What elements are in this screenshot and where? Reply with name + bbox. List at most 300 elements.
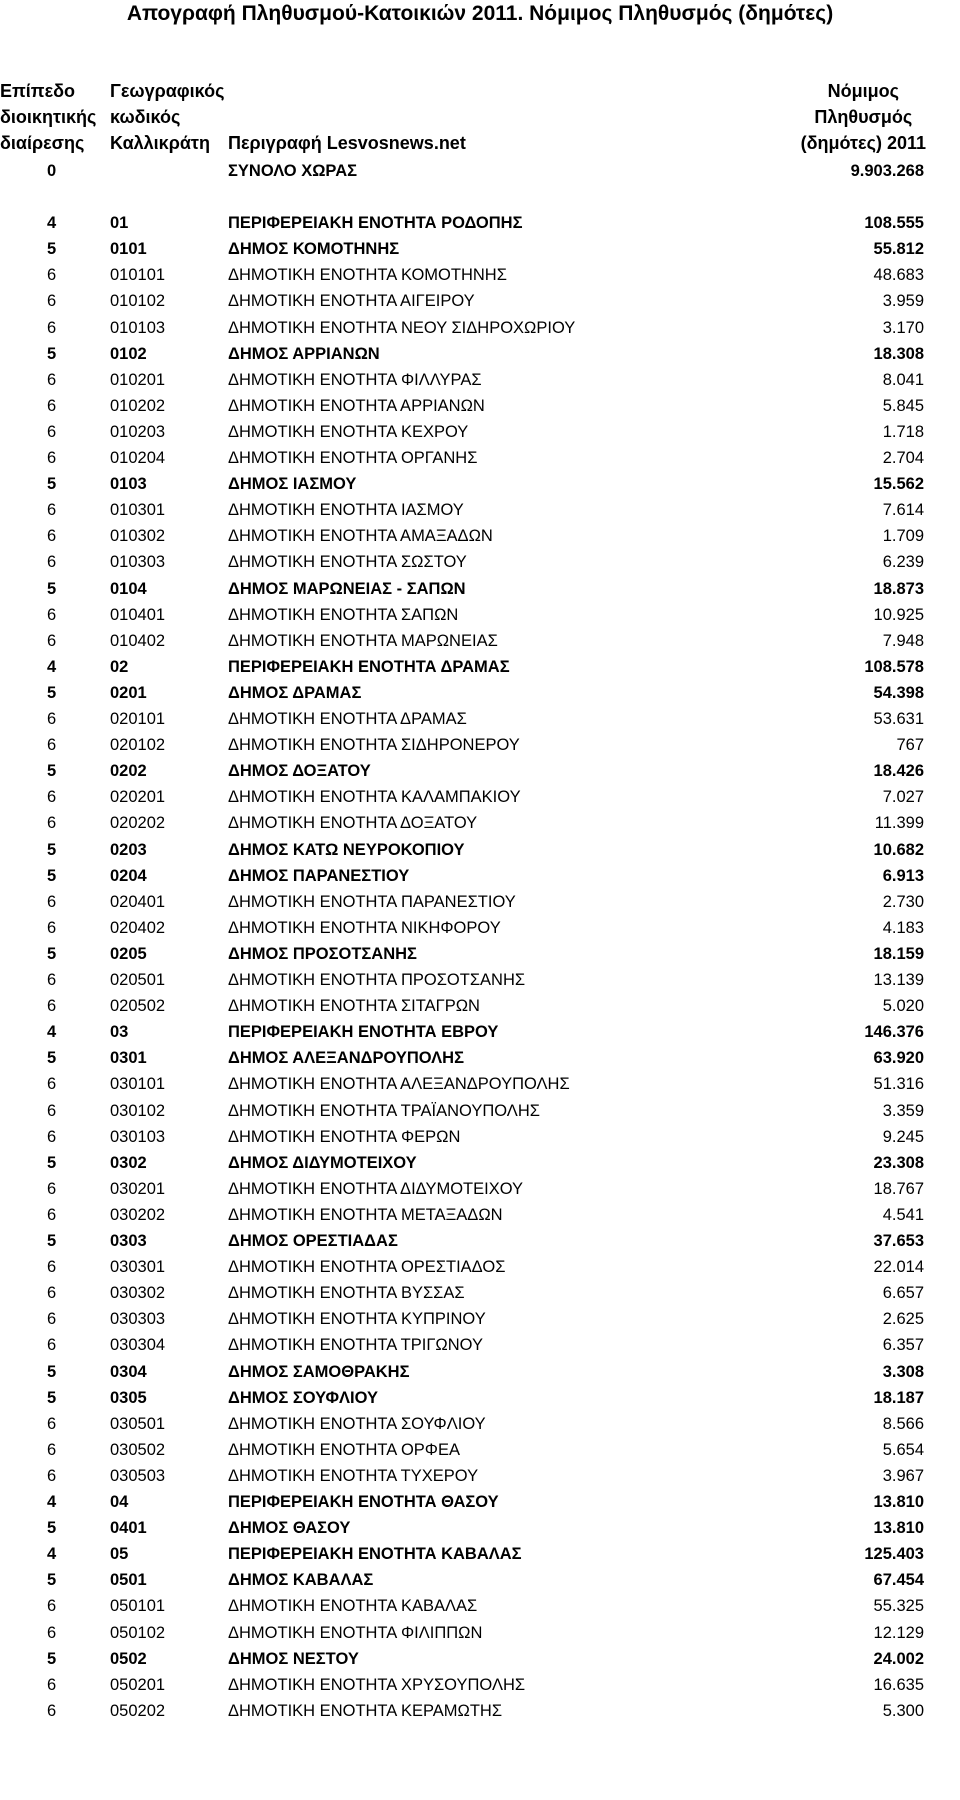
cell-level: 6 [47, 710, 57, 728]
header-population [801, 78, 926, 156]
cell-code: 0104 [110, 579, 147, 598]
cell-level: 6 [47, 292, 57, 311]
cell-description: ΠΕΡΙΦΕΡΕΙΑΚΗ ΕΝΟΤΗΤΑ ΡΟΔΟΠΗΣ [228, 214, 523, 233]
table-row [0, 1019, 960, 1045]
cell-code: 030501 [110, 1414, 166, 1433]
cell-description: ΠΕΡΙΦΕΡΕΙΑΚΗ ΕΝΟΤΗΤΑ ΕΒΡΟΥ [228, 1023, 499, 1042]
cell-description: ΔΗΜΟΣ ΠΑΡΑΝΕΣΤΙΟΥ [228, 866, 410, 885]
cell-description: ΔΗΜΟΤΙΚΗ ΕΝΟΤΗΤΑ ΝΕΟΥ ΣΙΔΗΡΟΧΩΡΙΟΥ [228, 318, 576, 337]
cell-code: 010303 [110, 553, 166, 572]
cell-description: ΔΗΜΟΤΙΚΗ ΕΝΟΤΗΤΑ ΔΟΞΑΤΟΥ [228, 814, 478, 833]
cell-description: ΔΗΜΟΣ ΔΙΔΥΜΟΤΕΙΧΟΥ [228, 1153, 417, 1172]
cell-description: ΔΗΜΟΤΙΚΗ ΕΝΟΤΗΤΑ ΔΡΑΜΑΣ [228, 710, 467, 728]
cell-level: 4 [47, 1493, 57, 1511]
table-row [0, 1646, 960, 1672]
cell-population: 37.653 [873, 1232, 924, 1250]
table-row [0, 810, 960, 836]
cell-population: 108.578 [864, 657, 924, 676]
table-row [0, 732, 960, 758]
cell-population: 4.183 [882, 918, 924, 937]
table-row [0, 1463, 960, 1489]
cell-level: 6 [47, 553, 57, 572]
header-level-line: Επίπεδο [0, 81, 76, 101]
cell-level: 6 [47, 1205, 57, 1224]
cell-population: 18.308 [873, 344, 924, 363]
cell-level: 5 [47, 840, 57, 859]
cell-description: ΠΕΡΙΦΕΡΕΙΑΚΗ ΕΝΟΤΗΤΑ ΚΑΒΑΛΑΣ [228, 1545, 522, 1564]
cell-level: 5 [47, 1153, 57, 1172]
cell-description: ΔΗΜΟΣ ΑΡΡΙΑΝΩΝ [228, 344, 380, 363]
cell-code: 020501 [110, 971, 166, 989]
cell-code: 030304 [110, 1336, 166, 1355]
cell-description: ΔΗΜΟΣ ΘΑΣΟΥ [228, 1519, 351, 1538]
cell-population: 9.903.268 [850, 162, 924, 180]
table-row [0, 628, 960, 654]
cell-level: 6 [47, 318, 57, 337]
cell-population: 10.925 [873, 605, 924, 624]
cell-level: 6 [47, 370, 57, 389]
cell-level: 4 [47, 214, 57, 233]
cell-population: 5.300 [882, 1701, 924, 1720]
cell-description: ΔΗΜΟΤΙΚΗ ΕΝΟΤΗΤΑ ΦΕΡΩΝ [228, 1127, 461, 1146]
cell-description: ΔΗΜΟΤΙΚΗ ΕΝΟΤΗΤΑ ΑΛΕΞΑΝΔΡΟΥΠΟΛΗΣ [228, 1075, 570, 1094]
cell-level: 6 [47, 997, 57, 1016]
table-row [0, 1280, 960, 1306]
cell-code: 0302 [110, 1153, 147, 1172]
cell-level: 6 [47, 1127, 57, 1146]
cell-code: 050101 [110, 1597, 166, 1616]
table-row [0, 471, 960, 497]
cell-code: 0205 [110, 944, 147, 963]
cell-description: ΔΗΜΟΤΙΚΗ ΕΝΟΤΗΤΑ ΤΥΧΕΡΟΥ [228, 1466, 479, 1485]
cell-population: 8.566 [882, 1414, 924, 1433]
cell-level: 6 [47, 814, 57, 833]
table-row [0, 1098, 960, 1124]
cell-level: 5 [47, 1649, 57, 1668]
table-row [0, 419, 960, 445]
cell-description: ΔΗΜΟΤΙΚΗ ΕΝΟΤΗΤΑ ΟΡΕΣΤΙΑΔΟΣ [228, 1258, 506, 1277]
cell-description: ΔΗΜΟΤΙΚΗ ΕΝΟΤΗΤΑ ΤΡΑΪΑΝΟΥΠΟΛΗΣ [228, 1101, 540, 1120]
table-row [0, 1567, 960, 1593]
table-row [0, 1045, 960, 1071]
cell-level: 5 [47, 944, 57, 963]
cell-description: ΔΗΜΟΤΙΚΗ ΕΝΟΤΗΤΑ ΚΑΒΑΛΑΣ [228, 1597, 478, 1616]
cell-population: 55.325 [873, 1597, 924, 1616]
cell-code: 0502 [110, 1649, 147, 1668]
cell-population: 15.562 [873, 475, 924, 494]
cell-description: ΔΗΜΟΣ ΟΡΕΣΤΙΑΔΑΣ [228, 1232, 398, 1250]
cell-population: 5.654 [882, 1440, 924, 1459]
cell-description: ΔΗΜΟΤΙΚΗ ΕΝΟΤΗΤΑ ΑΙΓΕΙΡΟΥ [228, 292, 475, 311]
cell-population: 51.316 [873, 1075, 924, 1094]
cell-description: ΔΗΜΟΤΙΚΗ ΕΝΟΤΗΤΑ ΠΡΟΣΟΤΣΑΝΗΣ [228, 971, 526, 989]
cell-description: ΔΗΜΟΣ ΣΟΥΦΛΙΟΥ [228, 1388, 379, 1407]
cell-level: 6 [47, 736, 57, 755]
cell-population: 24.002 [873, 1649, 924, 1668]
cell-level: 5 [47, 475, 57, 494]
cell-description: ΔΗΜΟΤΙΚΗ ΕΝΟΤΗΤΑ ΜΕΤΑΞΑΔΩΝ [228, 1205, 503, 1224]
cell-level: 6 [47, 1675, 57, 1694]
cell-code: 020101 [110, 710, 166, 728]
cell-code: 0301 [110, 1049, 147, 1068]
cell-level: 4 [47, 1023, 57, 1042]
cell-description: ΔΗΜΟΤΙΚΗ ΕΝΟΤΗΤΑ ΝΙΚΗΦΟΡΟΥ [228, 918, 501, 937]
cell-code: 030101 [110, 1075, 166, 1094]
table-row [0, 784, 960, 810]
cell-population: 3.967 [882, 1466, 924, 1485]
table-row [0, 758, 960, 784]
cell-level: 6 [47, 1336, 57, 1355]
cell-description: ΣΥΝΟΛΟ ΧΩΡΑΣ [228, 162, 358, 180]
cell-level: 5 [47, 866, 57, 885]
table-row [0, 523, 960, 549]
cell-level: 6 [47, 1701, 57, 1720]
table-row [0, 288, 960, 314]
cell-description: ΔΗΜΟΤΙΚΗ ΕΝΟΤΗΤΑ ΟΡΓΑΝΗΣ [228, 449, 478, 467]
table-row [0, 315, 960, 341]
header-description-line: Περιγραφή Lesvosnews.net [228, 133, 466, 153]
cell-population: 6.357 [882, 1336, 924, 1355]
cell-level: 5 [47, 1049, 57, 1068]
cell-population: 10.682 [873, 840, 924, 859]
cell-population: 2.730 [882, 892, 924, 911]
cell-level: 5 [47, 1519, 57, 1538]
table-row [0, 341, 960, 367]
table-row [0, 1202, 960, 1228]
table-row [0, 445, 960, 471]
table-row [0, 1332, 960, 1358]
cell-code: 030302 [110, 1284, 166, 1303]
cell-description: ΔΗΜΟΤΙΚΗ ΕΝΟΤΗΤΑ ΣΙΤΑΓΡΩΝ [228, 997, 480, 1016]
cell-description: ΔΗΜΟΤΙΚΗ ΕΝΟΤΗΤΑ ΤΡΙΓΩΝΟΥ [228, 1336, 483, 1355]
cell-code: 020102 [110, 736, 166, 755]
table-row [0, 602, 960, 628]
table-row [0, 1541, 960, 1567]
cell-level: 6 [47, 1466, 57, 1485]
header-description [228, 130, 466, 156]
cell-population: 108.555 [864, 214, 924, 233]
cell-code: 0202 [110, 762, 147, 781]
cell-code: 0201 [110, 683, 147, 702]
cell-code: 02 [110, 657, 129, 676]
cell-code: 030503 [110, 1466, 166, 1485]
cell-description: ΠΕΡΙΦΕΡΕΙΑΚΗ ΕΝΟΤΗΤΑ ΔΡΑΜΑΣ [228, 657, 510, 676]
cell-population: 18.873 [873, 579, 924, 598]
cell-level: 5 [47, 1571, 57, 1590]
cell-level: 6 [47, 396, 57, 415]
cell-population: 67.454 [873, 1571, 924, 1590]
cell-code: 020402 [110, 918, 166, 937]
table-row [0, 1306, 960, 1332]
cell-description: ΔΗΜΟΣ ΚΑΒΑΛΑΣ [228, 1571, 374, 1590]
cell-code: 030502 [110, 1440, 166, 1459]
cell-code: 0401 [110, 1519, 147, 1538]
cell-description: ΔΗΜΟΣ ΙΑΣΜΟΥ [228, 475, 357, 494]
cell-level: 5 [47, 1388, 57, 1407]
cell-level: 0 [47, 162, 57, 180]
cell-code: 05 [110, 1545, 129, 1564]
cell-code: 0303 [110, 1232, 147, 1250]
cell-code: 050102 [110, 1623, 166, 1642]
table-row [0, 1228, 960, 1254]
cell-code: 030103 [110, 1127, 166, 1146]
cell-population: 18.159 [873, 944, 924, 963]
cell-level: 6 [47, 605, 57, 624]
table-row [0, 1437, 960, 1463]
table-row [0, 993, 960, 1019]
cell-code: 010102 [110, 292, 166, 311]
table-row [0, 1620, 960, 1646]
cell-level: 6 [47, 971, 57, 989]
cell-population: 7.027 [882, 788, 924, 807]
header-level-line: διοικητικής [0, 107, 97, 127]
cell-population: 1.718 [882, 422, 924, 441]
cell-population: 18.426 [873, 762, 924, 781]
table-row [0, 1515, 960, 1541]
cell-population: 146.376 [864, 1023, 924, 1042]
cell-level: 6 [47, 1597, 57, 1616]
table-row [0, 1385, 960, 1411]
cell-level: 6 [47, 1440, 57, 1459]
header-code-line: Καλλικράτη [110, 133, 210, 153]
cell-code: 030202 [110, 1205, 166, 1224]
cell-description: ΔΗΜΟΣ ΔΡΑΜΑΣ [228, 683, 362, 702]
cell-level: 6 [47, 1414, 57, 1433]
cell-population: 5.020 [882, 997, 924, 1016]
cell-level: 6 [47, 892, 57, 911]
cell-description: ΔΗΜΟΤΙΚΗ ΕΝΟΤΗΤΑ ΔΙΔΥΜΟΤΕΙΧΟΥ [228, 1179, 524, 1198]
cell-description: ΔΗΜΟΤΙΚΗ ΕΝΟΤΗΤΑ ΣΙΔΗΡΟΝΕΡΟΥ [228, 736, 520, 755]
cell-description: ΔΗΜΟΣ ΠΡΟΣΟΤΣΑΝΗΣ [228, 944, 417, 963]
cell-code: 0102 [110, 344, 147, 363]
table-row [0, 1176, 960, 1202]
cell-population: 3.359 [882, 1101, 924, 1120]
cell-level: 5 [47, 344, 57, 363]
table-row [0, 1150, 960, 1176]
cell-population: 767 [896, 736, 924, 755]
cell-description: ΔΗΜΟΣ ΑΛΕΞΑΝΔΡΟΥΠΟΛΗΣ [228, 1049, 464, 1068]
cell-level: 6 [47, 501, 57, 520]
table-row [0, 549, 960, 575]
cell-population: 6.657 [882, 1284, 924, 1303]
cell-population: 63.920 [873, 1049, 924, 1068]
cell-level: 5 [47, 762, 57, 781]
cell-population: 3.959 [882, 292, 924, 311]
cell-population: 13.139 [873, 971, 924, 989]
cell-code: 010201 [110, 370, 166, 389]
cell-description: ΔΗΜΟΤΙΚΗ ΕΝΟΤΗΤΑ ΙΑΣΜΟΥ [228, 501, 464, 520]
cell-code: 020401 [110, 892, 166, 911]
cell-population: 3.308 [882, 1362, 924, 1381]
header-level [0, 78, 96, 156]
cell-description: ΔΗΜΟΤΙΚΗ ΕΝΟΤΗΤΑ ΟΡΦΕΑ [228, 1440, 460, 1459]
cell-code: 04 [110, 1493, 129, 1511]
cell-description: ΔΗΜΟΤΙΚΗ ΕΝΟΤΗΤΑ ΦΙΛΛΥΡΑΣ [228, 370, 482, 389]
cell-population: 48.683 [873, 266, 924, 285]
cell-level: 6 [47, 266, 57, 285]
cell-code: 01 [110, 214, 129, 233]
cell-population: 13.810 [873, 1519, 924, 1538]
cell-level: 6 [47, 1623, 57, 1642]
cell-description: ΔΗΜΟΤΙΚΗ ΕΝΟΤΗΤΑ ΜΑΡΩΝΕΙΑΣ [228, 631, 498, 650]
cell-code: 030201 [110, 1179, 166, 1198]
cell-description: ΔΗΜΟΤΙΚΗ ΕΝΟΤΗΤΑ ΚΕΡΑΜΩΤΗΣ [228, 1701, 503, 1720]
cell-population: 2.625 [882, 1310, 924, 1329]
cell-level: 6 [47, 527, 57, 546]
cell-description: ΔΗΜΟΣ ΔΟΞΑΤΟΥ [228, 762, 371, 781]
table-row [0, 210, 960, 236]
cell-level: 6 [47, 1284, 57, 1303]
cell-level: 5 [47, 1362, 57, 1381]
cell-population: 22.014 [873, 1258, 924, 1277]
cell-population: 12.129 [873, 1623, 924, 1642]
table-row [0, 1489, 960, 1515]
cell-code: 0204 [110, 866, 147, 885]
cell-population: 125.403 [864, 1545, 924, 1564]
table-row [0, 1254, 960, 1280]
cell-level: 5 [47, 683, 57, 702]
cell-level: 6 [47, 1258, 57, 1277]
cell-population: 55.812 [873, 240, 924, 259]
cell-level: 6 [47, 788, 57, 807]
table-row [0, 1672, 960, 1698]
cell-code: 03 [110, 1023, 129, 1042]
table-row [0, 1071, 960, 1097]
cell-code: 020202 [110, 814, 166, 833]
table-row [0, 393, 960, 419]
header-level-line: διαίρεσης [0, 133, 85, 153]
cell-code: 020201 [110, 788, 166, 807]
cell-level: 6 [47, 449, 57, 467]
cell-level: 4 [47, 657, 57, 676]
cell-population: 9.245 [882, 1127, 924, 1146]
table-row [0, 863, 960, 889]
cell-description: ΔΗΜΟΤΙΚΗ ΕΝΟΤΗΤΑ ΚΟΜΟΤΗΝΗΣ [228, 266, 507, 285]
cell-description: ΔΗΜΟΤΙΚΗ ΕΝΟΤΗΤΑ ΚΑΛΑΜΠΑΚΙΟΥ [228, 788, 521, 807]
cell-description: ΔΗΜΟΤΙΚΗ ΕΝΟΤΗΤΑ ΦΙΛΙΠΠΩΝ [228, 1623, 483, 1642]
cell-description: ΔΗΜΟΤΙΚΗ ΕΝΟΤΗΤΑ ΠΑΡΑΝΕΣΤΙΟΥ [228, 892, 516, 911]
header-code-line: κωδικός [110, 107, 181, 127]
cell-description: ΔΗΜΟΣ ΜΑΡΩΝΕΙΑΣ - ΣΑΠΩΝ [228, 579, 466, 598]
cell-population: 18.767 [873, 1179, 924, 1198]
cell-description: ΔΗΜΟΤΙΚΗ ΕΝΟΤΗΤΑ ΣΑΠΩΝ [228, 605, 459, 624]
cell-code: 0103 [110, 475, 147, 494]
table-row [0, 967, 960, 993]
table-row [0, 889, 960, 915]
header-code [110, 78, 224, 156]
table-row [0, 941, 960, 967]
cell-description: ΔΗΜΟΤΙΚΗ ΕΝΟΤΗΤΑ ΚΥΠΡΙΝΟΥ [228, 1310, 486, 1329]
cell-code: 0501 [110, 1571, 147, 1590]
header-population-line: Νόμιμος [827, 81, 899, 101]
cell-code: 0304 [110, 1362, 147, 1381]
cell-description: ΔΗΜΟΤΙΚΗ ΕΝΟΤΗΤΑ ΧΡΥΣΟΥΠΟΛΗΣ [228, 1675, 526, 1694]
cell-description: ΔΗΜΟΣ ΣΑΜΟΘΡΑΚΗΣ [228, 1362, 410, 1381]
cell-code: 030303 [110, 1310, 166, 1329]
cell-population: 2.704 [882, 449, 924, 467]
cell-level: 4 [47, 1545, 57, 1564]
table-row [0, 1593, 960, 1619]
cell-level: 6 [47, 631, 57, 650]
cell-level: 5 [47, 240, 57, 259]
cell-population: 7.948 [882, 631, 924, 650]
cell-level: 6 [47, 422, 57, 441]
header-population-line: Πληθυσμός [814, 107, 913, 127]
header-code-line: Γεωγραφικός [110, 81, 225, 101]
cell-population: 54.398 [873, 683, 924, 702]
cell-code: 010101 [110, 266, 166, 285]
table-row [0, 1124, 960, 1150]
table-row [0, 680, 960, 706]
cell-population: 7.614 [882, 501, 924, 520]
cell-description: ΔΗΜΟΣ ΚΑΤΩ ΝΕΥΡΟΚΟΠΙΟΥ [228, 840, 465, 859]
cell-description: ΔΗΜΟΤΙΚΗ ΕΝΟΤΗΤΑ ΑΡΡΙΑΝΩΝ [228, 396, 485, 415]
cell-population: 1.709 [882, 527, 924, 546]
table-row [0, 837, 960, 863]
cell-code: 0305 [110, 1388, 147, 1407]
cell-code: 050201 [110, 1675, 166, 1694]
cell-population: 16.635 [873, 1675, 924, 1694]
page-title: Απογραφή Πληθυσμού-Κατοικιών 2011. Νόμιμος Πληθυσμός (δημότες) [126, 2, 834, 25]
cell-code: 010203 [110, 422, 166, 441]
cell-code: 010401 [110, 605, 166, 624]
cell-population: 6.913 [882, 866, 924, 885]
cell-code: 0101 [110, 240, 147, 259]
cell-level: 5 [47, 1232, 57, 1250]
cell-level: 6 [47, 1075, 57, 1094]
cell-description: ΔΗΜΟΤΙΚΗ ΕΝΟΤΗΤΑ ΚΕΧΡΟΥ [228, 422, 469, 441]
table-row [0, 576, 960, 602]
cell-description: ΔΗΜΟΤΙΚΗ ΕΝΟΤΗΤΑ ΣΩΣΤΟΥ [228, 553, 467, 572]
cell-population: 6.239 [882, 553, 924, 572]
cell-population: 5.845 [882, 396, 924, 415]
cell-code: 020502 [110, 997, 166, 1016]
cell-code: 010204 [110, 449, 166, 467]
cell-code: 030102 [110, 1101, 166, 1120]
cell-code: 010202 [110, 396, 166, 415]
cell-description: ΔΗΜΟΤΙΚΗ ΕΝΟΤΗΤΑ ΒΥΣΣΑΣ [228, 1284, 465, 1303]
cell-level: 6 [47, 1179, 57, 1198]
cell-population: 11.399 [874, 814, 924, 833]
table-row [0, 654, 960, 680]
cell-description: ΠΕΡΙΦΕΡΕΙΑΚΗ ΕΝΟΤΗΤΑ ΘΑΣΟΥ [228, 1493, 499, 1511]
cell-code: 050202 [110, 1701, 166, 1720]
cell-population: 18.187 [873, 1388, 924, 1407]
table-row [0, 1698, 960, 1724]
cell-code: 0203 [110, 840, 147, 859]
cell-code: 010402 [110, 631, 166, 650]
cell-description: ΔΗΜΟΣ ΚΟΜΟΤΗΝΗΣ [228, 240, 400, 259]
cell-level: 5 [47, 579, 57, 598]
cell-code: 030301 [110, 1258, 166, 1277]
cell-population: 4.541 [882, 1205, 924, 1224]
cell-level: 6 [47, 1101, 57, 1120]
cell-description: ΔΗΜΟΤΙΚΗ ΕΝΟΤΗΤΑ ΣΟΥΦΛΙΟΥ [228, 1414, 486, 1433]
table-row [0, 1359, 960, 1385]
cell-code: 010301 [110, 501, 166, 520]
cell-population: 13.810 [873, 1493, 924, 1511]
table-row [0, 262, 960, 288]
cell-code: 010103 [110, 318, 166, 337]
cell-population: 8.041 [882, 370, 924, 389]
cell-population: 53.631 [873, 710, 924, 728]
table-row [0, 1411, 960, 1437]
table-row [0, 158, 960, 184]
cell-level: 6 [47, 918, 57, 937]
cell-population: 23.308 [873, 1153, 924, 1172]
cell-description: ΔΗΜΟΣ ΝΕΣΤΟΥ [228, 1649, 359, 1668]
cell-description: ΔΗΜΟΤΙΚΗ ΕΝΟΤΗΤΑ ΑΜΑΞΑΔΩΝ [228, 527, 493, 546]
